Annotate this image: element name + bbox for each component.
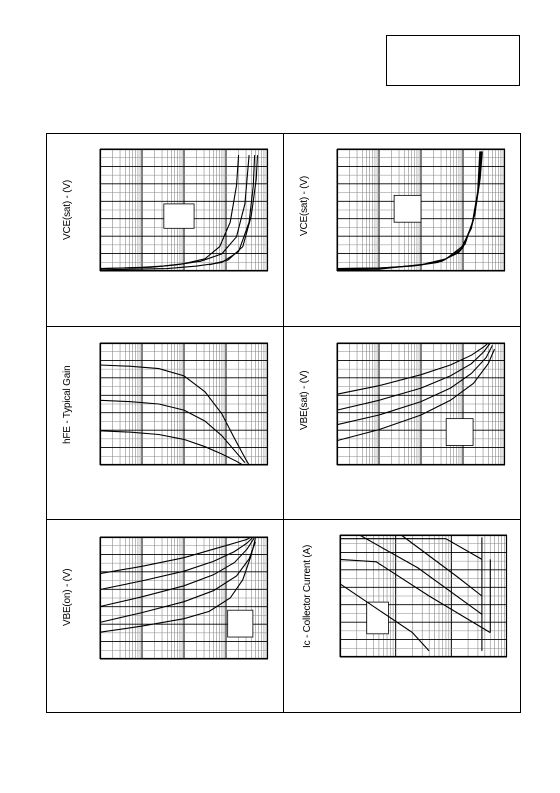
y-axis-label: hFE - Typical Gain <box>62 365 73 444</box>
legend-box <box>228 610 253 637</box>
legend-box <box>367 602 389 634</box>
y-axis-label: VCE(sat) - (V) <box>299 176 310 236</box>
y-axis-label: Ic - Collector Current (A) <box>302 544 313 648</box>
chart-safe-operating-area <box>340 535 507 657</box>
chart-vbe-sat <box>337 343 505 465</box>
row-divider-2 <box>46 519 521 520</box>
column-divider <box>283 133 284 713</box>
y-axis-label: VCE(sat) - (V) <box>62 180 73 240</box>
chart-svg <box>100 149 268 271</box>
chart-vce-sat-left <box>100 149 268 271</box>
chart-svg <box>337 149 505 271</box>
legend-box <box>394 195 421 222</box>
row-divider-1 <box>46 326 521 327</box>
y-axis-label: VBE(sat) - (V) <box>299 370 310 430</box>
chart-svg <box>340 535 507 657</box>
chart-hfe-typical-gain <box>100 343 268 465</box>
chart-vbe-on <box>100 537 268 659</box>
header-box <box>386 35 520 86</box>
chart-svg <box>100 537 268 659</box>
chart-vce-sat-right <box>337 149 505 271</box>
series-line-1 <box>100 537 251 574</box>
chart-svg <box>100 343 268 465</box>
chart-svg <box>337 343 505 465</box>
legend-box <box>164 204 194 228</box>
legend-box <box>446 419 473 446</box>
y-axis-label: VBE(on) - (V) <box>62 568 73 626</box>
